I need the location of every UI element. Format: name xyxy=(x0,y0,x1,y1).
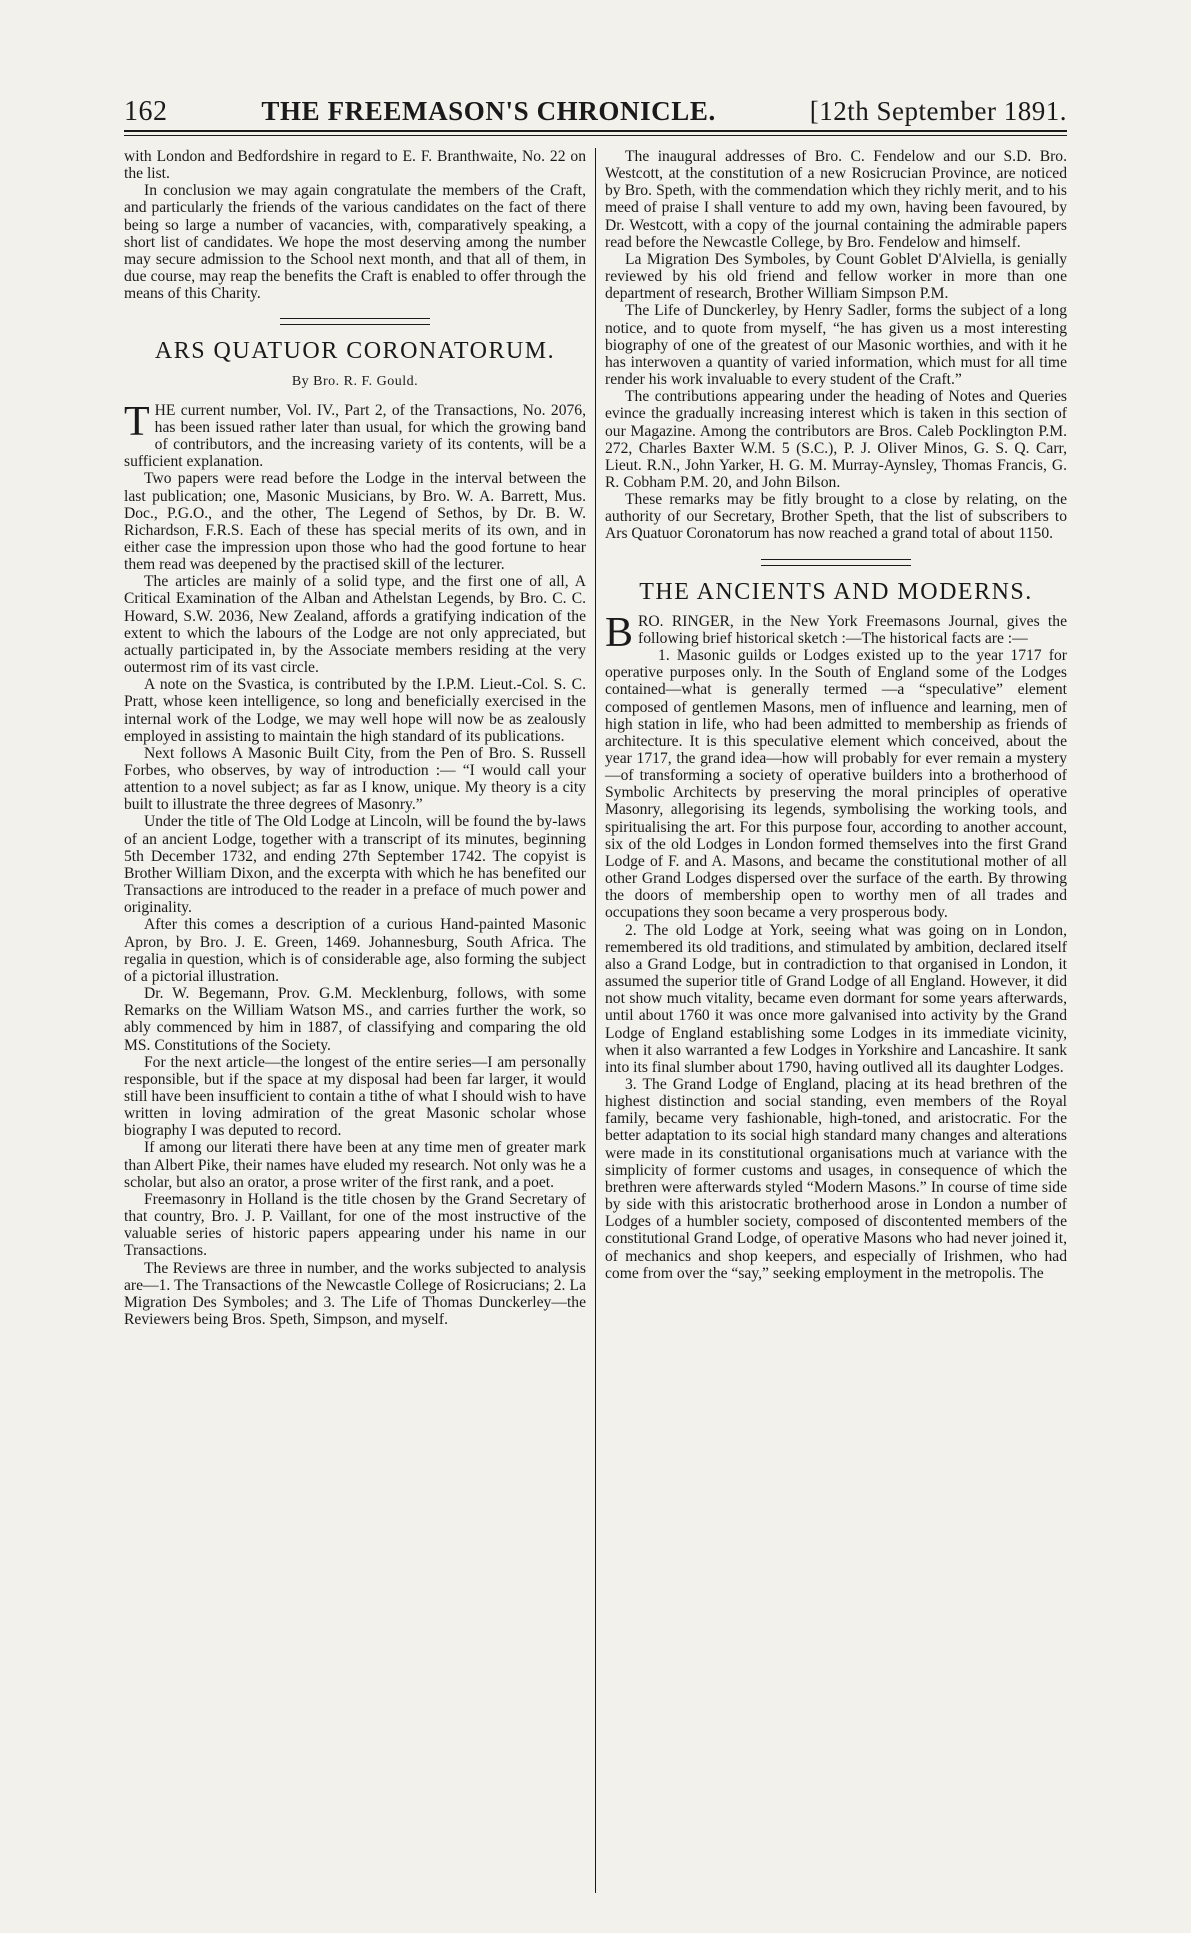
paragraph: Two papers were read before the Lodge in the interval between the last publication; one, Masonic Musicians, by Bro. W. A. Barrett, Mus. Doc., P.G.O., and the other, The Legend of Sethos, by Dr. B. W. Richardson, F.R.S. Each of these has special merits of its own, and in either case the impression upon those who had the good fortune to hear them read was deepened by the practised skill of the lecturer. xyxy=(124,470,586,574)
paragraph xyxy=(605,609,1067,656)
paragraph: Next follows A Masonic Built City, from the Pen of Bro. S. Russell Forbes, who observes, by way of introduction :— “I would call your attention to a novel subject; as far as I know, unique. My theory is a city built to illustrate the three degrees of Masonry.” xyxy=(124,744,586,814)
paragraph: The Reviews are three in number, and the works subjected to analysis are—1. The Transactions of the Newcastle College of Rosicrucians; 2. La Migration Des Symboles; and 3. The Life of Thomas Dunckerley—the Reviewers being Bros. Speth, Simpson, and myself. xyxy=(124,1259,586,1328)
paragraph-text: RO. RINGER, in the New York Freemasons Journal, gives the following brief historical sketch :—The historical facts are :— xyxy=(638,612,1067,647)
section-divider xyxy=(761,559,911,566)
paragraph: Freemasonry in Holland is the title chosen by the Grand Secretary of that country, Bro. J. P. Vaillant, for one of the most instructive of the valuable series of historic papers appearing under his name in our Transactions. xyxy=(124,1190,586,1260)
paragraph: with London and Bedfordshire in regard to E. F. Branthwaite, No. 22 on the list. xyxy=(124,148,586,183)
paragraph: For the next article—the longest of the entire series—I am personally responsible, but if the space at my disposal had been far larger, it would still have been insufficient to contain a tithe of what I should wish to have written in loving admiration of the great Masonic scholar whose biography I was deputed to record. xyxy=(124,1053,586,1140)
paragraph-text: HE current number, Vol. IV., Part 2, of the Transactions, No. 2076, has been issued rather later than usual, for which the growing band of contributors, and the increasing variety of its contents, will be a sufficient explanation. xyxy=(124,401,586,471)
masthead-title: THE FREEMASON'S CHRONICLE. xyxy=(261,96,716,126)
issue-date: [12th September 1891. xyxy=(809,96,1067,126)
paragraph: If among our literati there have been at any time men of greater mark than Albert Pike, their names have eluded my research. Not only was he a scholar, but also an orator, a prose writer of the first rank, and a poet. xyxy=(124,1139,586,1191)
paragraph: La Migration Des Symboles, by Count Goblet D'Alviella, is genially reviewed by his old friend and fellow worker in more than one department of research, Brother William Simpson P.M. xyxy=(605,250,1067,303)
paragraph: Under the title of The Old Lodge at Lincoln, will be found the by-laws of an ancient Lodge, together with a transcript of its minutes, beginning 5th December 1732, and ending 27th September 1742. The copyist is Brother William Dixon, and the excerpta with which he has benefited our Transactions are introduced to the reader in a preface of much power and originality. xyxy=(124,813,586,917)
article-title-ancients: THE ANCIENTS AND MODERNS. xyxy=(639,578,1033,605)
article-title-ars: ARS QUATUOR CORONATORUM. xyxy=(154,338,556,365)
paragraph: 3. The Grand Lodge of England, placing at its head brethren of the highest distinction and social standing, even members of the Royal family, became very fashionable, high-toned, and aristocratic. For the better adaptation to its social high standard many changes and alterations were made in its constitutional organisations much at variance with the simplicity of former customs and usages, in consequence of which the brethren were afterwards styled “Modern Masons.” In course of time side by side with this aristocratic brotherhood arose in London a number of Lodges of a humbler society, composed of discontented members of the constitutional Grand Lodge, of operative Masons who had never joined it, of mechanics and shop keepers, and especially of Irishmen, who had come from over the “say,” seeking employment in the metropolis. The xyxy=(605,1075,1067,1282)
paragraph xyxy=(124,398,586,471)
columns xyxy=(124,148,1067,1893)
left-column xyxy=(124,148,595,1893)
paragraph: A note on the Svastica, is contributed by the I.P.M. Lieut.-Col. S. C. Pratt, whose keen intelligence, so long and beneficially exercised in the internal work of the Lodge, we may well hope will now be as zealously employed in assisting to maintain the high standard of its publications. xyxy=(124,676,586,745)
header-rule xyxy=(124,135,1067,136)
page-header xyxy=(124,96,1067,132)
drop-cap: B xyxy=(605,609,634,656)
paragraph: In conclusion we may again congratulate the members of the Craft, and particularly the friends of the various candidates on the fact of there being so large a number of vacancies, with, comparatively speaking, a short list of candidates. We hope the most deserving among the number may secure admission to the School next month, and that all of them, in due course, may reap the benefits the Craft is enabled to offer through the means of this Charity. xyxy=(124,182,586,303)
paragraph: The inaugural addresses of Bro. C. Fendelow and our S.D. Bro. Westcott, at the constitution of a new Rosicrucian Province, are noticed by Bro. Speth, with the commendation which they richly merit, and to his meed of praise I shall venture to add my own, having been favoured, by Dr. Westcott, with a copy of the journal containing the admirable papers read before the Newcastle College, by Bro. Fendelow and himself. xyxy=(605,148,1067,251)
page-number: 162 xyxy=(124,96,168,127)
paragraph: 2. The old Lodge at York, seeing what was going on in London, remembered its old traditions, and stimulated by ambition, declared itself also a Grand Lodge, but in contradiction to that organised in London, it assumed the superior title of Grand Lodge of all England. However, it did not show much vitality, became even dormant for some years afterwards, until about 1760 it was once more galvanised into activity by the Grand Lodge of England establishing some Lodges in its immediate vicinity, when it also warranted a few Lodges in Yorkshire and Lancashire. It sank into its final slumber about 1790, having outlived all its daughter Lodges. xyxy=(605,921,1067,1076)
paragraph: The contributions appearing under the heading of Notes and Queries evince the gradually increasing interest which is taken in this section of our Magazine. Among the contributors are Bros. Caleb Pocklington P.M. 272, Charles Baxter W.M. 5 (S.C.), P. J. Oliver Minos, G. S. Q. Carr, Lieut. R.N., John Yarker, H. G. M. Murray-Aynsley, Thomas Francis, G. R. Cobham P.M. 20, and John Bilson. xyxy=(605,388,1067,491)
paragraph: These remarks may be fitly brought to a close by relating, on the authority of our Secretary, Brother Speth, that the list of subscribers to Ars Quatuor Coronatorum has now reached a grand total of about 1150. xyxy=(605,491,1067,543)
paragraph: The articles are mainly of a solid type, and the first one of all, A Critical Examination of the Alban and Athelstan Legends, by Bro. C. C. Howard, S.W. 2036, New Zealand, affords a gratifying indication of the extent to which the labours of the Lodge are not only appreciated, but actually participated in, by the Associate members residing at the very outermost rim of its vast circle. xyxy=(124,573,586,677)
drop-cap: T xyxy=(124,398,150,445)
right-column xyxy=(595,148,1067,1893)
paragraph: After this comes a description of a curious Hand-painted Masonic Apron, by Bro. J. E. Green, 1469. Johannesburg, South Africa. The regalia in question, which is of considerable age, also forming the subject of a pictorial illustration. xyxy=(124,916,586,985)
paragraph: 1. Masonic guilds or Lodges existed up to the year 1717 for operative purposes only. In the South of England some of the Lodges contained—what is generally termed —a “speculative” element composed of gentlemen Masons, men of influence and learning, men of high station in life, who had been admitted to membership as friends of architecture. It is this speculative element which conceived, about the year 1717, the grand idea—how will probably for ever remain a mystery—of transforming a society of operative builders into a brotherhood of Symbolic Architects by preserving the moral principles of operative Masonry, allegorising its legends, symbolising the working tools, and spiritualising the art. For this purpose four, according to another account, six of the old Lodges in London formed themselves into the first Grand Lodge of F. and A. Masons, and became the constitutional mother of all other Grand Lodges dispersed over the surface of the earth. By throwing the doors of membership open to worthy men of all trades and occupations they soon became a very prosperous body. xyxy=(605,647,1067,922)
article-byline: By Bro. R. F. Gould. xyxy=(291,373,419,389)
section-divider xyxy=(280,318,430,325)
paragraph: The Life of Dunckerley, by Henry Sadler, forms the subject of a long notice, and to quote from myself, “he has given us a most interesting biography of one of the greatest of our Masonic worthies, and with it he has interwoven a quantity of varied information, which must for all time render his work invaluable to every student of the Craft.” xyxy=(605,302,1067,389)
paragraph: Dr. W. Begemann, Prov. G.M. Mecklenburg, follows, with some Remarks on the William Watson MS., and carries further the work, so ably commenced by him in 1887, of classifying and comparing the old MS. Constitutions of the Society. xyxy=(124,985,586,1054)
